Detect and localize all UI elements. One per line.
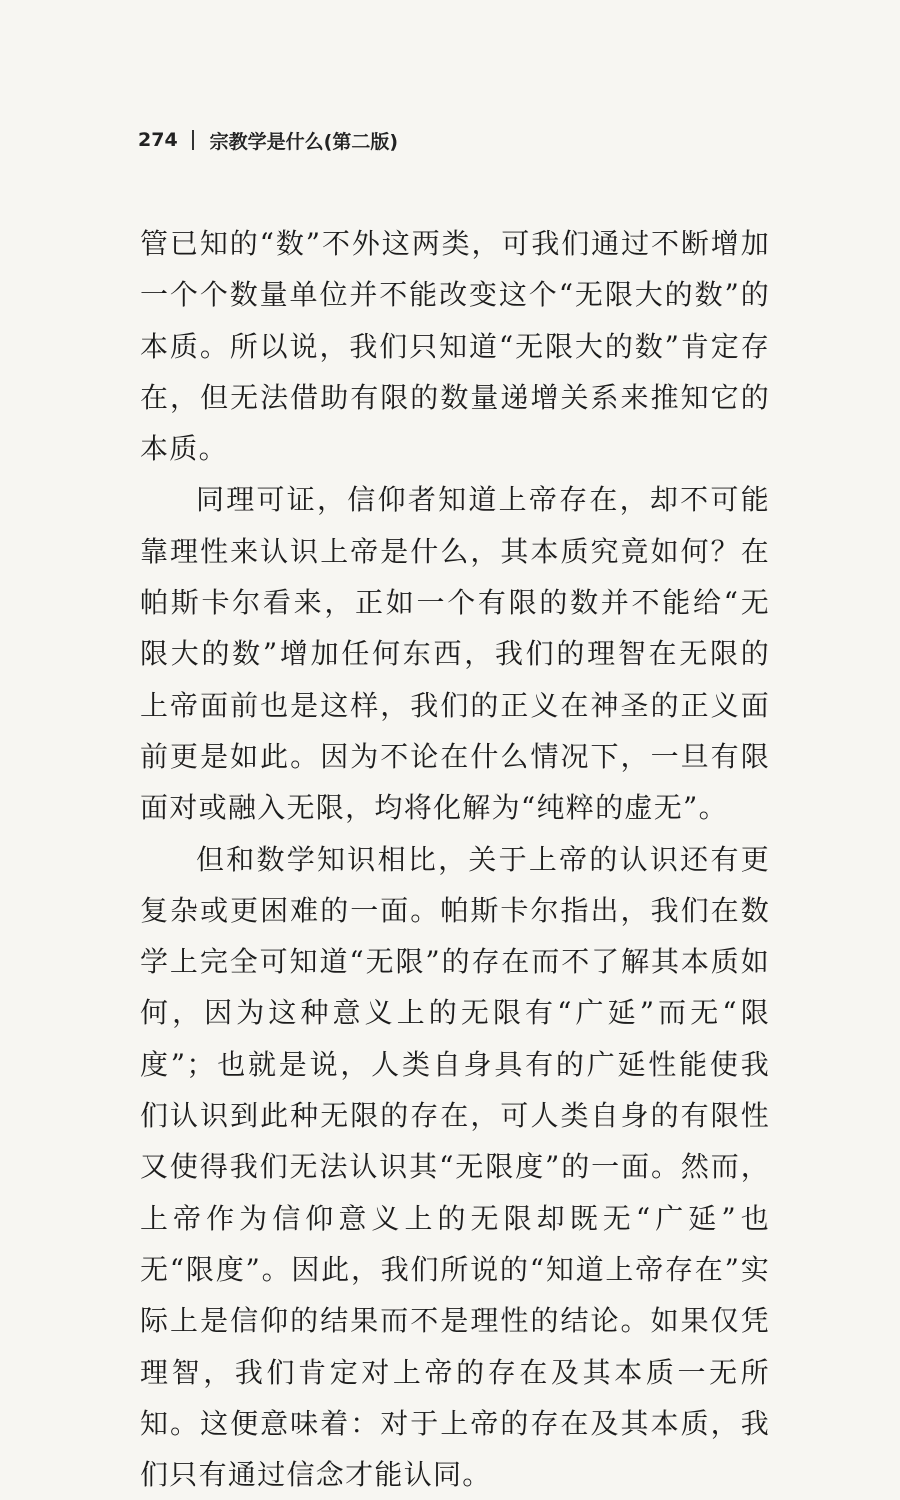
paragraph-3: 但和数学知识相比，关于上帝的认识还有更复杂或更困难的一面。帕斯卡尔指出，我们在数学上完全可知道“无限”的存在而不了解其本质如何，因为这种意义上的无限有“广延”而无“限度”；也就是说，人类自身具有的广延性能使我们认识到此种无限的存在，可人类自身的有限性又使得我们无法认识其“无限度”的一面。然而，上帝作为信仰意义上的无限却既无“广延”也无“限度”。因此，我们所说的“知道上帝存在”实际上是信仰的结果而不是理性的结论。如果仅凭理智，我们肯定对上帝的存在及其本质一无所知。这便意味着：对于上帝的存在及其本质，我们只有通过信念才能认同。 [140, 842, 770, 1492]
body-text [140, 218, 770, 1500]
paragraph-1: 管已知的“数”不外这两类，可我们通过不断增加一个个数量单位并不能改变这个“无限大的数”的本质。所以说，我们只知道“无限大的数”肯定存在，但无法借助有限的数量递增关系来推知它的本质。 [140, 227, 770, 466]
header-divider [192, 130, 194, 150]
book-title: 宗教学是什么(第二版) [209, 130, 399, 153]
page-number: 274 [138, 129, 178, 151]
page-header [138, 125, 398, 155]
paragraph-2: 同理可证，信仰者知道上帝存在，却不可能靠理性来认识上帝是什么，其本质究竟如何？在帕斯卡尔看来，正如一个有限的数并不能给“无限大的数”增加任何东西，我们的理智在无限的上帝面前也是这样，我们的正义在神圣的正义面前更是如此。因为不论在什么情况下，一旦有限面对或融入无限，均将化解为“纯粹的虚无”。 [140, 483, 770, 825]
